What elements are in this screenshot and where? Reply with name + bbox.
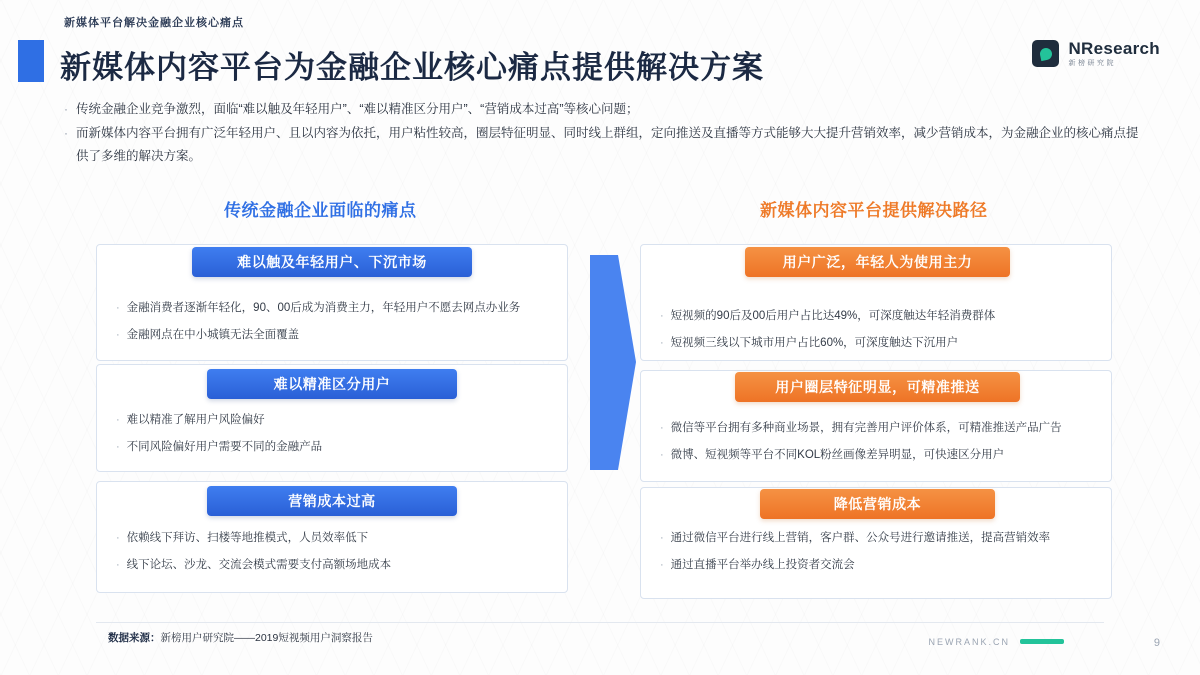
bullet-dot-icon: · — [660, 448, 664, 461]
slide-eyebrow: 新媒体平台解决金融企业核心痛点 — [64, 17, 244, 29]
bullet-dot-icon: · — [116, 558, 120, 571]
brand-text: NEWRANK.CN — [928, 637, 1010, 647]
brand-accent-bar — [1020, 639, 1064, 644]
bullet-dot-icon: · — [660, 558, 664, 571]
source-text: 新榜用户研究院——2019短视频用户洞察报告 — [160, 632, 373, 644]
pain-point-items — [116, 530, 546, 584]
intro-bullet — [64, 98, 1144, 121]
bullet-dot-icon: · — [116, 302, 120, 314]
solution-item-text: 通过直播平台举办线上投资者交流会 — [670, 558, 855, 571]
solution-item-text: 短视频三线以下城市用户占比60%，可深度触达下沉用户 — [670, 336, 959, 349]
intro-bullet-text: 而新媒体内容平台拥有广泛年轻用户、且以内容为依托，用户粘性较高，圈层特征明显、同时线上群组，定向推送及直播等方式能够大大提升营销效率，减少营销成本，为金融企业的核心痛点提供了多维的解决方案。 — [76, 126, 1139, 164]
bullet-dot-icon: · — [660, 422, 664, 434]
logo-subtitle: 新榜研究院 — [1068, 59, 1116, 67]
solution-item-text: 短视频的90后及00后用户占比达49%，可深度触达年轻消费群体 — [670, 310, 996, 322]
bullet-dot-icon: · — [64, 102, 68, 116]
left-column-title: 传统金融企业面临的痛点 — [224, 201, 417, 220]
bullet-dot-icon: · — [64, 126, 68, 141]
page-number: 9 — [1153, 637, 1160, 649]
bullet-dot-icon: · — [116, 532, 120, 544]
logo-leaf-icon — [1032, 40, 1059, 67]
pain-point-items — [116, 412, 546, 466]
solution-item-text: 微博、短视频等平台不同KOL粉丝画像差异明显，可快速区分用户 — [670, 448, 1005, 461]
solution-items — [660, 308, 1095, 362]
solution-caption: 用户广泛，年轻人为使用主力 — [745, 247, 1010, 277]
pain-point-item-text: 难以精准了解用户风险偏好 — [126, 414, 265, 426]
pain-point-item-text: 金融消费者逐渐年轻化，90、00后成为消费主力，年轻用户不愿去网点办业务 — [126, 302, 521, 314]
pain-point-caption: 难以触及年轻用户、下沉市场 — [192, 247, 472, 277]
right-column-title: 新媒体内容平台提供解决路径 — [760, 201, 988, 220]
logo-name: NResearch — [1068, 39, 1160, 58]
solution-item-text: 微信等平台拥有多种商业场景，拥有完善用户评价体系，可精准推送产品广告 — [670, 422, 1062, 434]
source-note — [108, 630, 373, 645]
solution-caption: 降低营销成本 — [760, 489, 995, 519]
solution-items — [660, 420, 1100, 474]
bullet-dot-icon: · — [116, 328, 120, 341]
pain-point-items — [116, 300, 546, 354]
solution-caption: 用户圈层特征明显，可精准推送 — [735, 372, 1020, 402]
source-label: 数据来源： — [108, 632, 161, 644]
bullet-dot-icon: · — [660, 310, 664, 322]
bullet-dot-icon: · — [660, 532, 664, 544]
bullet-dot-icon: · — [660, 336, 664, 349]
page-title: 新媒体内容平台为金融企业核心痛点提供解决方案 — [60, 50, 764, 85]
pain-point-item-text: 线下论坛、沙龙、交流会模式需要支付高额场地成本 — [126, 558, 392, 571]
logo — [1032, 40, 1160, 67]
solution-item-text: 通过微信平台进行线上营销，客户群、公众号进行邀请推送，提高营销效率 — [670, 532, 1051, 544]
footer-divider — [96, 622, 1104, 623]
pain-point-item-text: 依赖线下拜访、扫楼等地推模式，人员效率低下 — [126, 532, 369, 544]
pain-point-item-text: 金融网点在中小城镇无法全面覆盖 — [126, 328, 300, 341]
pain-point-caption: 营销成本过高 — [207, 486, 457, 516]
title-accent-bar — [18, 40, 44, 82]
bullet-dot-icon: · — [116, 440, 120, 453]
pain-point-item-text: 不同风险偏好用户需要不同的金融产品 — [126, 440, 323, 453]
solution-items — [660, 530, 1100, 584]
intro-bullet — [64, 122, 1144, 168]
pain-point-caption: 难以精准区分用户 — [207, 369, 457, 399]
bullet-dot-icon: · — [116, 414, 120, 426]
intro-bullet-text: 传统金融企业竞争激烈，面临“难以触及年轻用户”、“难以精准区分用户”、“营销成本过高”等核心问题； — [76, 102, 639, 116]
right-arrow-icon — [590, 255, 636, 470]
intro-bullets — [64, 98, 1144, 169]
